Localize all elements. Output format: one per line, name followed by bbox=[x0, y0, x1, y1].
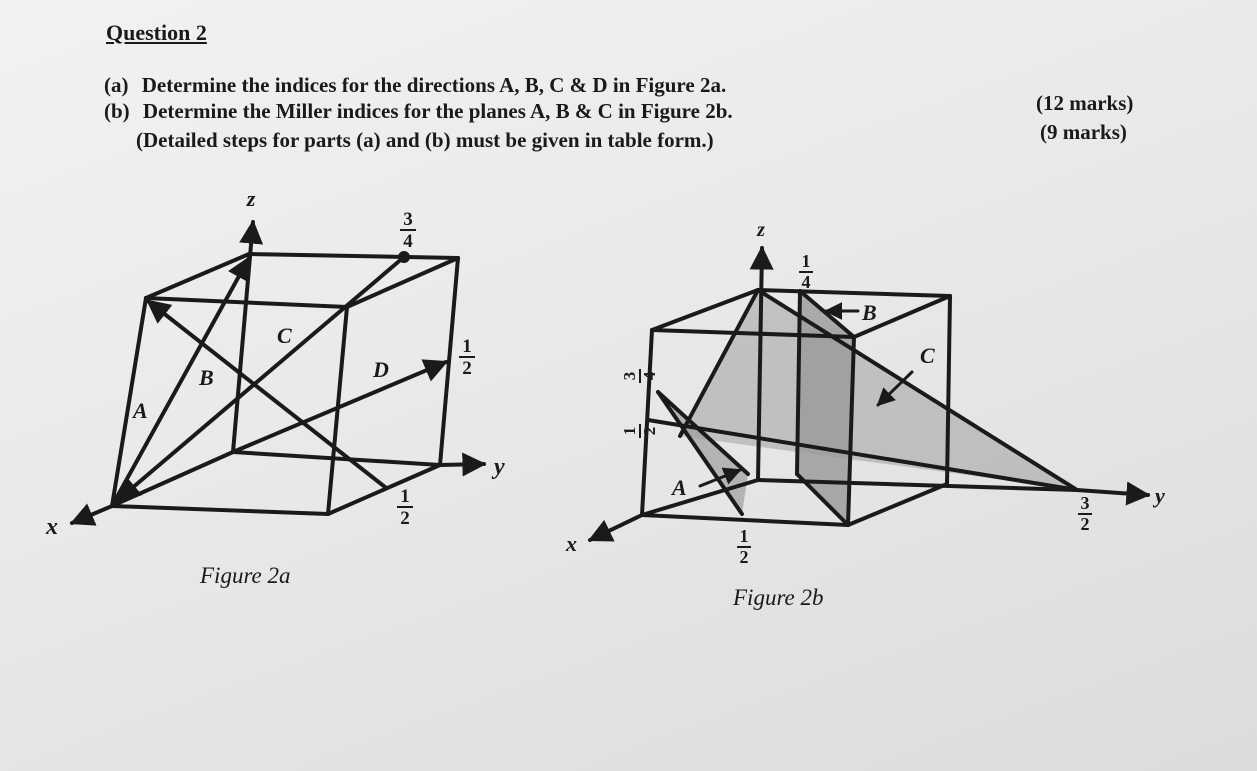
instruction-note: (Detailed steps for parts (a) and (b) must be given in table form.) bbox=[136, 128, 714, 152]
fig2a-x-label: x bbox=[46, 514, 58, 540]
fig2b-cube-edge bbox=[848, 484, 947, 525]
fig2b-y-label: y bbox=[1155, 483, 1165, 508]
fig2a-frac-top-den: 4 bbox=[403, 231, 413, 252]
part-b-label: (b) bbox=[104, 99, 130, 123]
figure-2a-caption: Figure 2a bbox=[200, 563, 291, 588]
fig2a-x-axis bbox=[72, 506, 112, 523]
fig2b-cube-edge bbox=[642, 330, 652, 515]
part-a-marks: (12 marks) bbox=[1036, 91, 1134, 115]
fig2a-y-label: y bbox=[494, 454, 505, 480]
fig2a-frac-top-num: 3 bbox=[403, 209, 413, 230]
fig2b-frac-left2-den: 2 bbox=[640, 426, 659, 436]
fig2b-x-label: x bbox=[566, 531, 577, 556]
fig2a-frac-bottom-den: 2 bbox=[400, 508, 410, 529]
fig2b-frac-left1-den: 4 bbox=[640, 371, 659, 381]
fig2b-label-a: A bbox=[672, 475, 687, 500]
fig2a-cube-edge bbox=[146, 254, 249, 298]
fig2b-frac-top-num: 1 bbox=[801, 251, 811, 271]
fig2b-x-axis bbox=[590, 515, 642, 540]
fig2a-direction-b bbox=[148, 301, 385, 487]
fig2b-frac-top-den: 4 bbox=[801, 272, 811, 292]
figure-2a bbox=[72, 222, 484, 523]
fig2b-frac-bottom-den: 2 bbox=[739, 547, 749, 567]
fig2a-cube-edge bbox=[347, 258, 458, 307]
fig2a-label-c: C bbox=[277, 323, 292, 348]
figure-2b-caption: Figure 2b bbox=[733, 585, 824, 610]
fig2a-label-d: D bbox=[373, 357, 389, 382]
fig2a-label-a: A bbox=[133, 398, 148, 423]
fig2a-cube-edge bbox=[249, 254, 458, 258]
fig2a-label-b: B bbox=[199, 365, 214, 390]
fig2a-cube-edge bbox=[112, 506, 328, 514]
fig2b-cube-edge bbox=[758, 290, 950, 296]
fig2a-z-label: z bbox=[246, 186, 256, 211]
part-b-text: Determine the Miller indices for the planes A, B & C in Figure 2b. bbox=[142, 99, 733, 123]
question-title: Question 2 bbox=[106, 20, 207, 45]
fig2b-label-b: B bbox=[862, 300, 877, 325]
fig2b-cube-edge bbox=[642, 515, 848, 525]
fig2a-y-axis bbox=[440, 464, 484, 465]
fig2b-plane-c bbox=[680, 290, 1077, 490]
fig2a-cube-edge bbox=[233, 452, 440, 465]
part-a-label: (a) bbox=[104, 73, 129, 97]
part-a-text: Determine the indices for the directions A, B, C & D in Figure 2a. bbox=[141, 73, 727, 97]
fig2a-frac-right-den: 2 bbox=[462, 358, 472, 379]
fig2b-frac-right-den: 2 bbox=[1080, 514, 1090, 534]
fig2b-frac-left1 bbox=[620, 369, 659, 383]
fig2b-label-c: C bbox=[920, 343, 935, 368]
fig2b-frac-left2-num: 1 bbox=[620, 426, 639, 436]
fig2a-frac-bottom-num: 1 bbox=[400, 486, 410, 507]
fig2a-frac-right-num: 1 bbox=[462, 336, 472, 357]
fig2b-frac-bottom-num: 1 bbox=[739, 526, 749, 546]
fig2a-cube-edge bbox=[112, 452, 233, 506]
fig2b-z-label: z bbox=[757, 219, 765, 241]
fig2b-frac-left2 bbox=[620, 424, 659, 438]
fig2a-point-top bbox=[400, 253, 408, 261]
part-b-marks: (9 marks) bbox=[1040, 120, 1127, 144]
fig2a-cube-edge bbox=[328, 465, 440, 514]
fig2b-frac-right-num: 3 bbox=[1080, 493, 1090, 513]
fig2b-frac-left1-num: 3 bbox=[620, 371, 639, 381]
